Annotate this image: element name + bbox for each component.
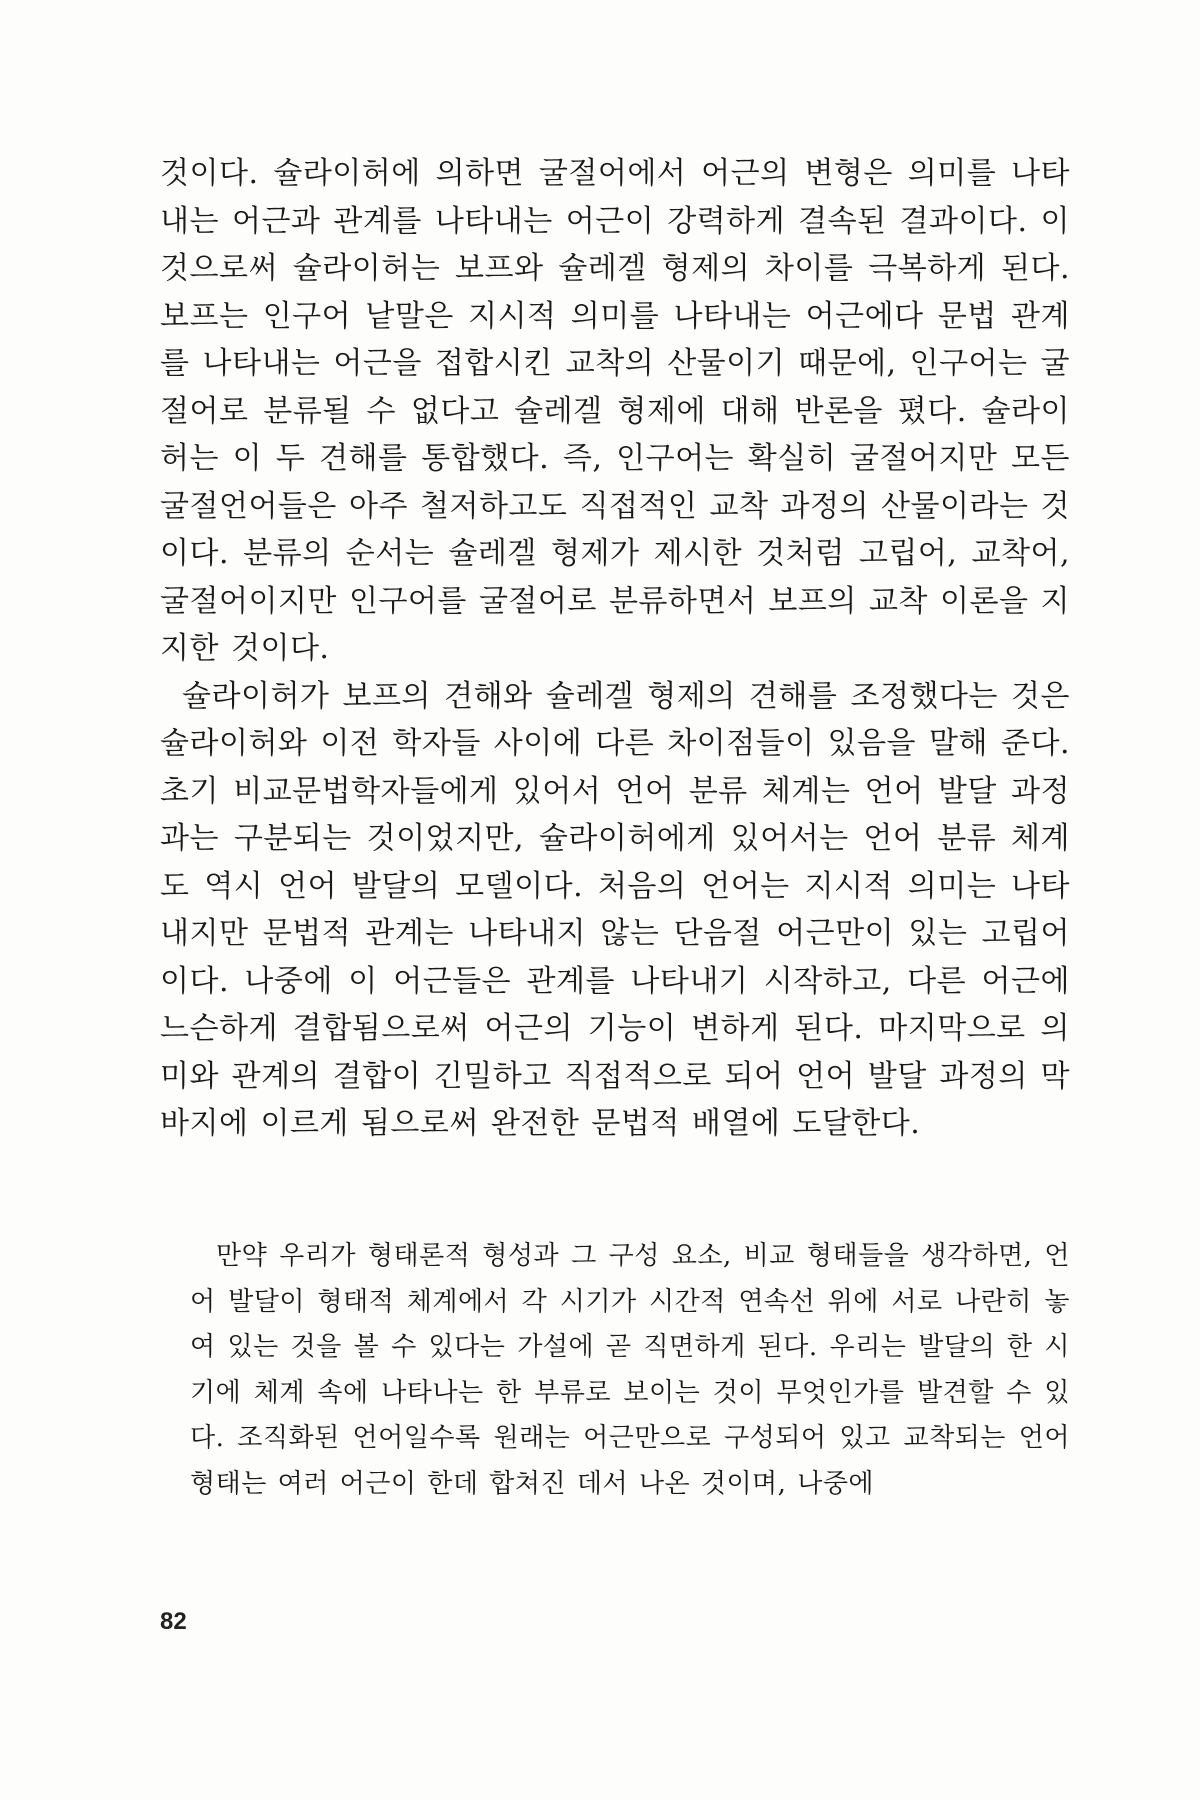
page-number: 82 [160,1608,187,1635]
block-quote [190,1234,1070,1507]
quote-text: 만약 우리가 형태론적 형성과 그 구성 요소, 비교 형태들을 생각하면, 언어 발달이 형태적 체계에서 각 시기가 시간적 연속선 위에 서로 나란히 놓여 있는 것을 볼 수 있다는 가설에 곧 직면하게 된다. 우리는 발달의 한 시기에 체계 속에 나타나는 한 부류로 보이는 것이 무엇인가를 발견할 수 있다. 조직화된 언어일수록 원래는 어근만으로 구성되어 있고 교착되는 언어 형태는 여러 어근이 한데 합쳐진 데서 나온 것이며, 나중에 [190,1241,1070,1499]
paragraph-2: 슐라이허가 보프의 견해와 슐레겔 형제의 견해를 조정했다는 것은 슐라이허와 이전 학자들 사이에 다른 차이점들이 있음을 말해 준다. 초기 비교문법학자들에게 있어서 언어 분류 체계는 언어 발달 과정과는 구분되는 것이었지만, 슐라이허에게 있어서는 언어 분류 체계도 역시 언어 발달의 모델이다. 처음의 언어는 지시적 의미는 나타내지만 문법적 관계는 나타내지 않는 단음절 어근만이 있는 고립어이다. 나중에 이 어근들은 관계를 나타내기 시작하고, 다른 어근에 느슨하게 결합됨으로써 어근의 기능이 변하게 된다. 마지막으로 의미와 관계의 결합이 긴밀하고 직접적으로 되어 언어 발달 과정의 막바지에 이르게 됨으로써 완전한 문법적 배열에 도달한다. [160,678,1070,1141]
body-text [160,150,1070,1148]
paragraph-1: 것이다. 슐라이허에 의하면 굴절어에서 어근의 변형은 의미를 나타내는 어근과 관계를 나타내는 어근이 강력하게 결속된 결과이다. 이것으로써 슐라이허는 보프와 슐레겔 형제의 차이를 극복하게 된다. 보프는 인구어 낱말은 지시적 의미를 나타내는 어근에다 문법 관계를 나타내는 어근을 접합시킨 교착의 산물이기 때문에, 인구어는 굴절어로 분류될 수 없다고 슐레겔 형제에 대해 반론을 폈다. 슐라이허는 이 두 견해를 통합했다. 즉, 인구어는 확실히 굴절어지만 모든 굴절언어들은 아주 철저하고도 직접적인 교착 과정의 산물이라는 것이다. 분류의 순서는 슐레겔 형제가 제시한 것처럼 고립어, 교착어, 굴절어이지만 인구어를 굴절어로 분류하면서 보프의 교착 이론을 지지한 것이다. [160,156,1070,666]
